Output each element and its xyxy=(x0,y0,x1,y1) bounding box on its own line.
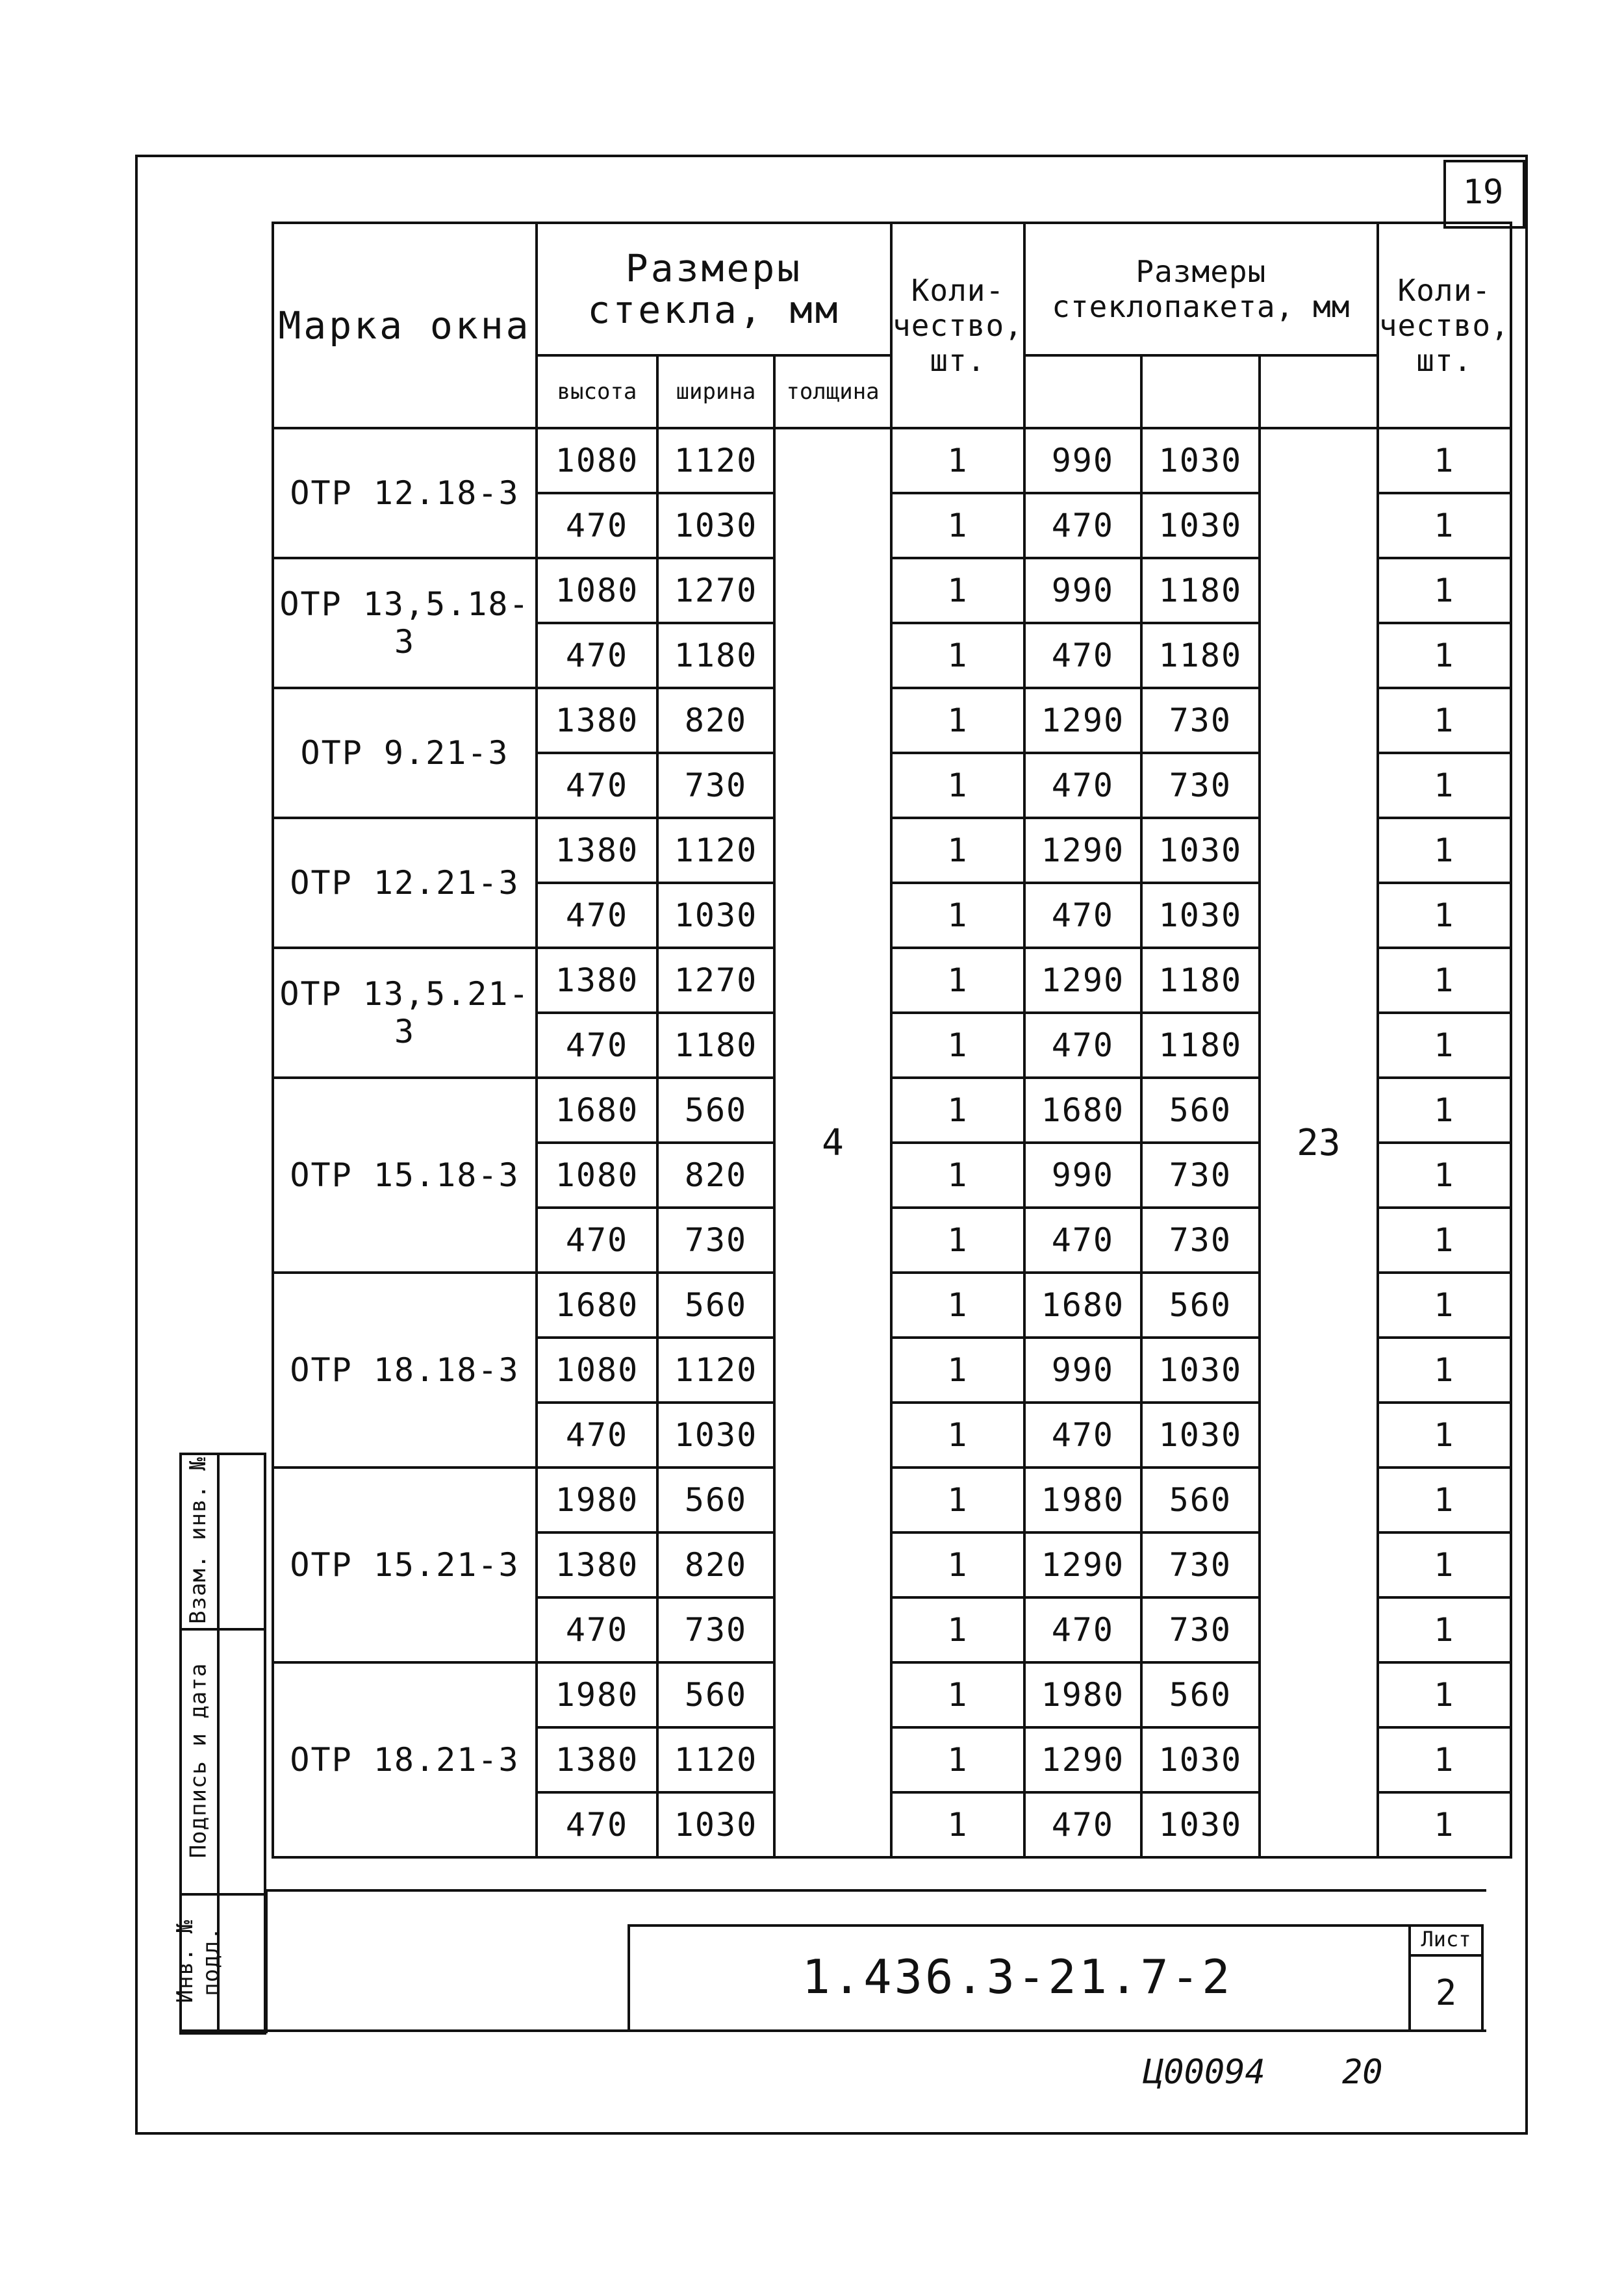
header-width: ширина xyxy=(657,355,774,428)
glass-height: 470 xyxy=(537,1208,657,1273)
glass-width: 560 xyxy=(657,1468,774,1532)
glass-quantity: 1 xyxy=(891,1013,1024,1078)
header-unit-height xyxy=(1024,355,1141,428)
unit-height: 990 xyxy=(1024,428,1141,493)
window-mark: ОТР 12.18-3 xyxy=(273,428,537,558)
glass-width: 730 xyxy=(657,753,774,818)
unit-height: 470 xyxy=(1024,1792,1141,1857)
glass-spec-table xyxy=(272,222,1512,1859)
window-mark: ОТР 18.21-3 xyxy=(273,1662,537,1857)
unit-width: 560 xyxy=(1141,1273,1260,1338)
unit-height: 1290 xyxy=(1024,688,1141,753)
glass-height: 1080 xyxy=(537,1338,657,1403)
glass-quantity: 1 xyxy=(891,818,1024,883)
footer-page: 20 xyxy=(1342,2053,1383,2092)
glass-height: 1980 xyxy=(537,1468,657,1532)
window-mark: ОТР 9.21-3 xyxy=(273,688,537,818)
glass-quantity: 1 xyxy=(891,623,1024,688)
unit-quantity: 1 xyxy=(1378,688,1511,753)
unit-width: 560 xyxy=(1141,1662,1260,1727)
glass-height: 470 xyxy=(537,1403,657,1468)
unit-height: 470 xyxy=(1024,883,1141,948)
unit-height: 990 xyxy=(1024,1143,1141,1208)
unit-quantity: 1 xyxy=(1378,1013,1511,1078)
unit-quantity: 1 xyxy=(1378,1792,1511,1857)
glass-height: 1380 xyxy=(537,688,657,753)
glass-height: 1080 xyxy=(537,1143,657,1208)
glass-quantity: 1 xyxy=(891,1468,1024,1532)
glass-quantity: 1 xyxy=(891,948,1024,1013)
header-unit-size: Размеры стеклопакета, мм xyxy=(1024,223,1378,355)
unit-quantity: 1 xyxy=(1378,818,1511,883)
window-mark: ОТР 18.18-3 xyxy=(273,1273,537,1468)
glass-height: 1980 xyxy=(537,1662,657,1727)
unit-quantity: 1 xyxy=(1378,623,1511,688)
side-stamp-inv-podl: Инв. № подл. xyxy=(172,1919,224,2003)
unit-quantity: 1 xyxy=(1378,1727,1511,1792)
unit-quantity: 1 xyxy=(1378,1532,1511,1597)
glass-height: 470 xyxy=(537,1597,657,1662)
unit-height: 1290 xyxy=(1024,1532,1141,1597)
side-stamp-sign-date: Подпись и дата xyxy=(184,1662,211,1859)
glass-height: 470 xyxy=(537,1792,657,1857)
unit-width: 1180 xyxy=(1141,948,1260,1013)
glass-width: 1120 xyxy=(657,1338,774,1403)
unit-width: 1180 xyxy=(1141,558,1260,623)
glass-quantity: 1 xyxy=(891,1273,1024,1338)
glass-width: 1270 xyxy=(657,948,774,1013)
unit-width: 560 xyxy=(1141,1468,1260,1532)
unit-height: 470 xyxy=(1024,753,1141,818)
glass-width: 730 xyxy=(657,1597,774,1662)
glass-width: 1030 xyxy=(657,493,774,558)
glass-width: 1030 xyxy=(657,883,774,948)
unit-quantity: 1 xyxy=(1378,948,1511,1013)
glass-width: 560 xyxy=(657,1662,774,1727)
glass-height: 1080 xyxy=(537,428,657,493)
unit-quantity: 1 xyxy=(1378,1208,1511,1273)
glass-quantity: 1 xyxy=(891,493,1024,558)
glass-height: 470 xyxy=(537,493,657,558)
glass-width: 730 xyxy=(657,1208,774,1273)
unit-width: 730 xyxy=(1141,753,1260,818)
unit-height: 990 xyxy=(1024,1338,1141,1403)
window-mark: ОТР 13,5.21-3 xyxy=(273,948,537,1078)
sheet-label: Лист xyxy=(1421,1927,1471,1951)
window-mark: ОТР 15.18-3 xyxy=(273,1078,537,1273)
unit-quantity: 1 xyxy=(1378,1403,1511,1468)
unit-width: 1030 xyxy=(1141,493,1260,558)
glass-height: 1380 xyxy=(537,818,657,883)
unit-height: 1680 xyxy=(1024,1078,1141,1143)
glass-height: 470 xyxy=(537,1013,657,1078)
glass-width: 1120 xyxy=(657,1727,774,1792)
unit-width: 730 xyxy=(1141,688,1260,753)
unit-thickness: 23 xyxy=(1260,428,1378,1857)
glass-width: 1030 xyxy=(657,1403,774,1468)
header-qty-glass: Коли-чество, шт. xyxy=(891,223,1024,428)
unit-height: 470 xyxy=(1024,1403,1141,1468)
glass-quantity: 1 xyxy=(891,428,1024,493)
glass-quantity: 1 xyxy=(891,1597,1024,1662)
glass-thickness: 4 xyxy=(774,428,891,1857)
unit-height: 470 xyxy=(1024,1208,1141,1273)
unit-height: 470 xyxy=(1024,1013,1141,1078)
header-mark: Марка окна xyxy=(273,223,537,428)
unit-height: 1980 xyxy=(1024,1662,1141,1727)
unit-width: 1030 xyxy=(1141,1403,1260,1468)
unit-quantity: 1 xyxy=(1378,883,1511,948)
glass-width: 560 xyxy=(657,1078,774,1143)
unit-quantity: 1 xyxy=(1378,1143,1511,1208)
glass-quantity: 1 xyxy=(891,753,1024,818)
unit-height: 470 xyxy=(1024,1597,1141,1662)
header-thickness: толщина xyxy=(774,355,891,428)
unit-width: 1030 xyxy=(1141,1727,1260,1792)
window-mark: ОТР 12.21-3 xyxy=(273,818,537,948)
glass-quantity: 1 xyxy=(891,1143,1024,1208)
glass-width: 820 xyxy=(657,688,774,753)
header-unit-thickness xyxy=(1260,355,1378,428)
glass-quantity: 1 xyxy=(891,1208,1024,1273)
glass-height: 470 xyxy=(537,883,657,948)
glass-quantity: 1 xyxy=(891,1078,1024,1143)
table-row xyxy=(273,428,1511,493)
glass-quantity: 1 xyxy=(891,1403,1024,1468)
document-code: 1.436.3-21.7-2 xyxy=(802,1950,1233,2004)
glass-quantity: 1 xyxy=(891,1338,1024,1403)
glass-width: 820 xyxy=(657,1143,774,1208)
unit-quantity: 1 xyxy=(1378,1078,1511,1143)
unit-width: 1030 xyxy=(1141,818,1260,883)
side-stamp-vzam: Взам. инв. № xyxy=(184,1456,211,1624)
glass-height: 470 xyxy=(537,753,657,818)
glass-width: 1180 xyxy=(657,623,774,688)
glass-height: 1380 xyxy=(537,1727,657,1792)
unit-width: 1030 xyxy=(1141,1792,1260,1857)
unit-height: 1680 xyxy=(1024,1273,1141,1338)
glass-width: 1180 xyxy=(657,1013,774,1078)
glass-quantity: 1 xyxy=(891,1532,1024,1597)
unit-height: 1290 xyxy=(1024,818,1141,883)
glass-height: 1680 xyxy=(537,1273,657,1338)
unit-height: 470 xyxy=(1024,493,1141,558)
window-mark: ОТР 15.21-3 xyxy=(273,1468,537,1662)
glass-width: 560 xyxy=(657,1273,774,1338)
unit-width: 730 xyxy=(1141,1597,1260,1662)
glass-height: 1680 xyxy=(537,1078,657,1143)
glass-quantity: 1 xyxy=(891,1662,1024,1727)
window-mark: ОТР 13,5.18-3 xyxy=(273,558,537,688)
unit-quantity: 1 xyxy=(1378,493,1511,558)
unit-width: 1030 xyxy=(1141,428,1260,493)
unit-width: 560 xyxy=(1141,1078,1260,1143)
archive-code: Ц00094 xyxy=(1143,2053,1265,2092)
unit-width: 1180 xyxy=(1141,623,1260,688)
glass-width: 820 xyxy=(657,1532,774,1597)
unit-height: 1980 xyxy=(1024,1468,1141,1532)
glass-height: 470 xyxy=(537,623,657,688)
glass-width: 1120 xyxy=(657,428,774,493)
header-height: высота xyxy=(537,355,657,428)
unit-width: 1180 xyxy=(1141,1013,1260,1078)
unit-height: 1290 xyxy=(1024,948,1141,1013)
glass-height: 1380 xyxy=(537,948,657,1013)
glass-height: 1080 xyxy=(537,558,657,623)
glass-quantity: 1 xyxy=(891,1727,1024,1792)
unit-quantity: 1 xyxy=(1378,428,1511,493)
unit-height: 1290 xyxy=(1024,1727,1141,1792)
unit-quantity: 1 xyxy=(1378,1273,1511,1338)
unit-quantity: 1 xyxy=(1378,753,1511,818)
glass-height: 1380 xyxy=(537,1532,657,1597)
unit-height: 990 xyxy=(1024,558,1141,623)
unit-width: 730 xyxy=(1141,1532,1260,1597)
unit-width: 1030 xyxy=(1141,883,1260,948)
header-qty-unit: Коли-чество, шт. xyxy=(1378,223,1511,428)
title-block-top-line xyxy=(265,1889,1486,1892)
unit-quantity: 1 xyxy=(1378,1662,1511,1727)
glass-quantity: 1 xyxy=(891,1792,1024,1857)
header-unit-width xyxy=(1141,355,1260,428)
glass-width: 1270 xyxy=(657,558,774,623)
glass-quantity: 1 xyxy=(891,883,1024,948)
page-number: 19 xyxy=(1462,173,1504,212)
unit-quantity: 1 xyxy=(1378,1597,1511,1662)
glass-quantity: 1 xyxy=(891,688,1024,753)
unit-quantity: 1 xyxy=(1378,1338,1511,1403)
table-body xyxy=(273,428,1511,1857)
title-block-bottom-line xyxy=(179,2029,1486,2032)
header-glass-size: Размеры стекла, мм xyxy=(537,223,891,355)
glass-width: 1030 xyxy=(657,1792,774,1857)
glass-width: 1120 xyxy=(657,818,774,883)
unit-width: 730 xyxy=(1141,1143,1260,1208)
unit-quantity: 1 xyxy=(1378,1468,1511,1532)
unit-width: 1030 xyxy=(1141,1338,1260,1403)
unit-height: 470 xyxy=(1024,623,1141,688)
glass-quantity: 1 xyxy=(891,558,1024,623)
unit-quantity: 1 xyxy=(1378,558,1511,623)
unit-width: 730 xyxy=(1141,1208,1260,1273)
sheet-number: 2 xyxy=(1435,1972,1457,2013)
